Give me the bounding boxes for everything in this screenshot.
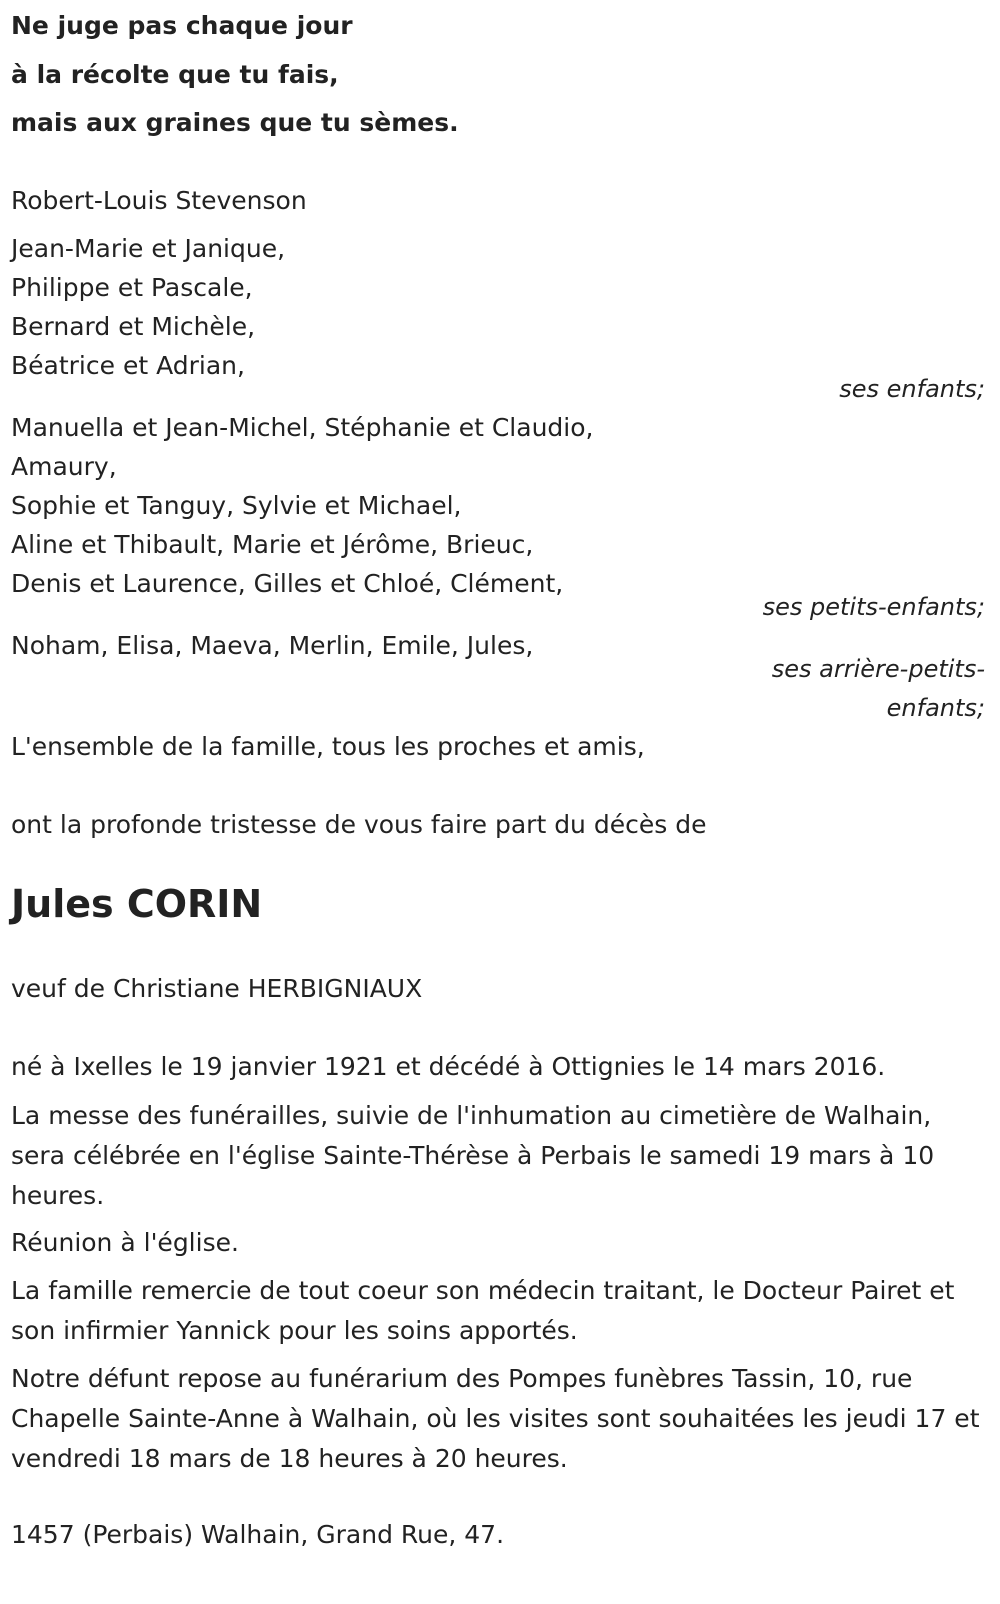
quote-line-3: mais aux graines que tu sèmes. [11, 108, 459, 137]
grandchildren-line: Amaury, [11, 452, 117, 481]
grandchildren-line: Manuella et Jean-Michel, Stéphanie et Claudio, [11, 413, 594, 442]
great-grandchildren-label-line-1: ses arrière-petits- [771, 655, 985, 683]
quote-author: Robert-Louis Stevenson [11, 186, 307, 215]
children-line: Béatrice et Adrian, [11, 351, 245, 380]
grandchildren-line: Sophie et Tanguy, Sylvie et Michael, [11, 491, 462, 520]
grandchildren-line: Denis et Laurence, Gilles et Chloé, Clément, [11, 569, 564, 598]
funeral-paragraph: La messe des funérailles, suivie de l'inhumation au cimetière de Walhain, sera célébrée en l'église Sainte-Thérèse à Perbais le samedi 19 mars à 10 heures. [11, 1101, 935, 1210]
announcement-line: ont la profonde tristesse de vous faire part du décès de [11, 810, 707, 839]
deceased-name: Jules CORIN [11, 882, 263, 926]
children-label: ses enfants; [839, 375, 985, 403]
great-grandchildren-line: Noham, Elisa, Maeva, Merlin, Emile, Jules, [11, 631, 534, 660]
children-line: Bernard et Michèle, [11, 312, 256, 341]
quote-line-1: Ne juge pas chaque jour [11, 11, 353, 40]
meeting-line: Réunion à l'église. [11, 1228, 239, 1257]
children-line: Jean-Marie et Janique, [11, 234, 286, 263]
grandchildren-line: Aline et Thibault, Marie et Jérôme, Brieuc, [11, 530, 534, 559]
birth-death-line: né à Ixelles le 19 janvier 1921 et décédé à Ottignies le 14 mars 2016. [11, 1052, 886, 1081]
quote-line-2: à la récolte que tu fais, [11, 60, 339, 89]
thanks-paragraph: La famille remercie de tout coeur son médecin traitant, le Docteur Pairet et son infirmier Yannick pour les soins apportés. [11, 1276, 955, 1345]
great-grandchildren-label-line-2: enfants; [886, 694, 985, 722]
widower-line: veuf de Christiane HERBIGNIAUX [11, 974, 423, 1003]
children-line: Philippe et Pascale, [11, 273, 253, 302]
grandchildren-label: ses petits-enfants; [762, 593, 985, 621]
address-line: 1457 (Perbais) Walhain, Grand Rue, 47. [11, 1520, 505, 1549]
family-line: L'ensemble de la famille, tous les proches et amis, [11, 732, 645, 761]
visitation-paragraph: Notre défunt repose au funérarium des Pompes funèbres Tassin, 10, rue Chapelle Sainte-Anne à Walhain, où les visites sont souhaitées les jeudi 17 et vendredi 18 mars de 18 heures à 20 heures. [11, 1364, 980, 1473]
